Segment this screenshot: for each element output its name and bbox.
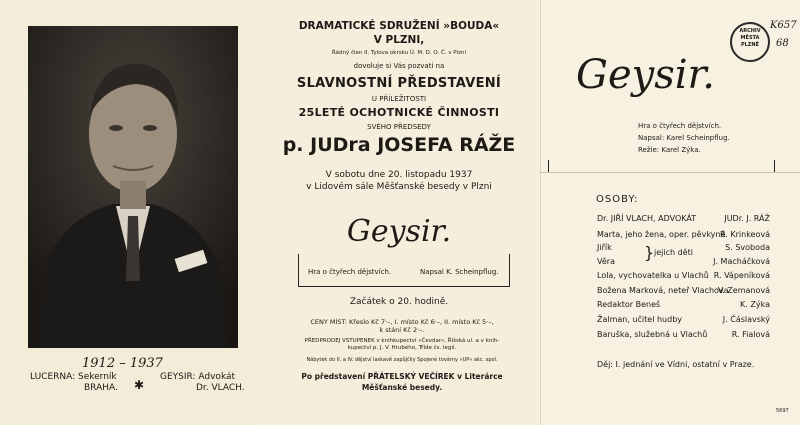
after-party [282,371,522,393]
handwritten-number2: 68 [776,38,789,49]
occasion-line: U PŘÍLEŽITOSTI [371,95,427,103]
lucerna-line1: LUCERNA: Sekerník [30,372,117,382]
setting-line: Děj: I. jednání ve Vídni, ostatní v Praze. [597,360,755,369]
cast-actor: S. Svoboda [725,243,770,252]
stamp-line3: PLZNĚ [740,42,760,48]
cast-role: Baruška, služebná u Vlachů [597,330,708,339]
date-line: V sobotu dne 20. listopadu 1937 [325,170,473,180]
prices-line1: CENY MÍST: Křeslo Kč 7·–, I. místo Kč 6·–, II. místo Kč 5·–, [310,318,494,326]
invitation-panel [258,0,540,425]
cast-actor: R. Krinkeová [720,230,770,239]
cast-role: Žalman, učitel hudby [597,315,683,324]
print-number: 5697 [776,408,789,414]
brace-icon: } [644,243,655,262]
years-caption: 1912 – 1937 [82,356,163,371]
cast-role: Dr. JIŘÍ VLACH, ADVOKÁT [597,214,697,223]
cast-role: Lola, vychovatelka u Vlachů [597,271,709,280]
lucerna-credit [30,372,118,394]
cast-actor: R. Fialová [731,330,770,339]
start-time: Začátek o 20. hodině. [349,297,449,307]
lucerna-line2: BRAHA. [84,383,118,393]
society-name: DRAMATICKÉ SDRUŽENÍ »BOUDA« [298,20,500,32]
gala-heading: SLAVNOSTNÍ PŘEDSTAVENÍ [296,76,502,91]
society-city: V PLZNI, [373,34,425,46]
fold-line [540,172,800,173]
program-title: Geysir. [576,52,715,98]
cast-role: Jiřík [597,243,612,252]
portrait-photo [28,26,238,348]
honoree-name: p. JUDra JOSEFA RÁŽE [282,134,516,156]
program-director: Režie: Karel Zýka. [638,146,701,154]
venue-line: v Lidovém sále Měšťanské besedy v Plzni [306,182,492,192]
cast-actor: K. Zýka [740,300,770,309]
geysir-line2: Dr. VLACH. [196,383,245,393]
play-title: Geysir. [346,214,452,249]
prices [282,318,522,334]
presale-line2: kupectví p. J. V. Hrubého, Tříde čs. legií. [347,345,457,351]
after-party-line2: Měšťanské besedy. [361,383,443,392]
member-note: Řádný člen II. Tylova okrsku Ú. M. D. O. Č. v Plzni [331,50,467,56]
portrait-image [28,26,238,348]
stamp-line1: ARCHIV [739,28,761,34]
cast-actor: V. Zemanová [717,286,770,295]
invite-line: dovoluje si Vás pozvati na [353,62,445,70]
play-author: Napsal K. Scheinpflug. [420,268,499,276]
cast-actor: J. Macháčková [713,257,770,266]
cast-role: Redaktor Beneš [597,300,661,309]
star-icon: ✱ [134,378,145,392]
children-label: jejich děti [654,248,693,257]
after-party-line1: Po představení PŘÁTELSKÝ VEČÍREK v Literárce [301,372,503,381]
presale [282,338,522,352]
program-genre: Hra o čtyřech dějstvích. [638,122,722,130]
prices-line2: k stání Kč 2·–. [379,326,425,334]
handwritten-number: K657 [770,20,797,31]
anniversary-line: 25LETÉ OCHOTNICKÉ ČINNOSTI [298,106,500,119]
cast-actor: JUDr. J. RÁŽ [724,214,770,223]
cast-heading: OSOBY: [596,194,639,205]
geysir-credit [160,372,245,394]
stamp-line2: MĚSTA [740,35,760,41]
play-genre: Hra o čtyřech dějstvích. [308,268,392,276]
cast-actor: R. Vápeníková [713,271,770,280]
left-panel [0,0,259,425]
presale-line1: PŘEDPRODEJ VSTUPENEK v knihkupectví »Čevdar«, Říšská ul. a v knih- [304,338,500,344]
furniture-note: Nábytek do II. a IV. dějství laskavě zapůjčily Spojené továrny »UP« akc. spol. [306,357,498,363]
cast-actor: J. Čáslavský [722,315,770,324]
cast-role: Božena Marková, neteř Vlachova [597,286,729,295]
program-author: Napsal: Karel Scheinpflug. [638,134,730,142]
chairman-line: SVÉHO PŘEDSEDY [367,123,431,131]
archive-stamp [730,22,770,62]
geysir-line1: GEYSIR: Advokát [160,372,236,382]
cast-role: Marta, jeho žena, oper. pěvkyně [597,230,726,239]
cast-role: Věra [597,257,615,266]
